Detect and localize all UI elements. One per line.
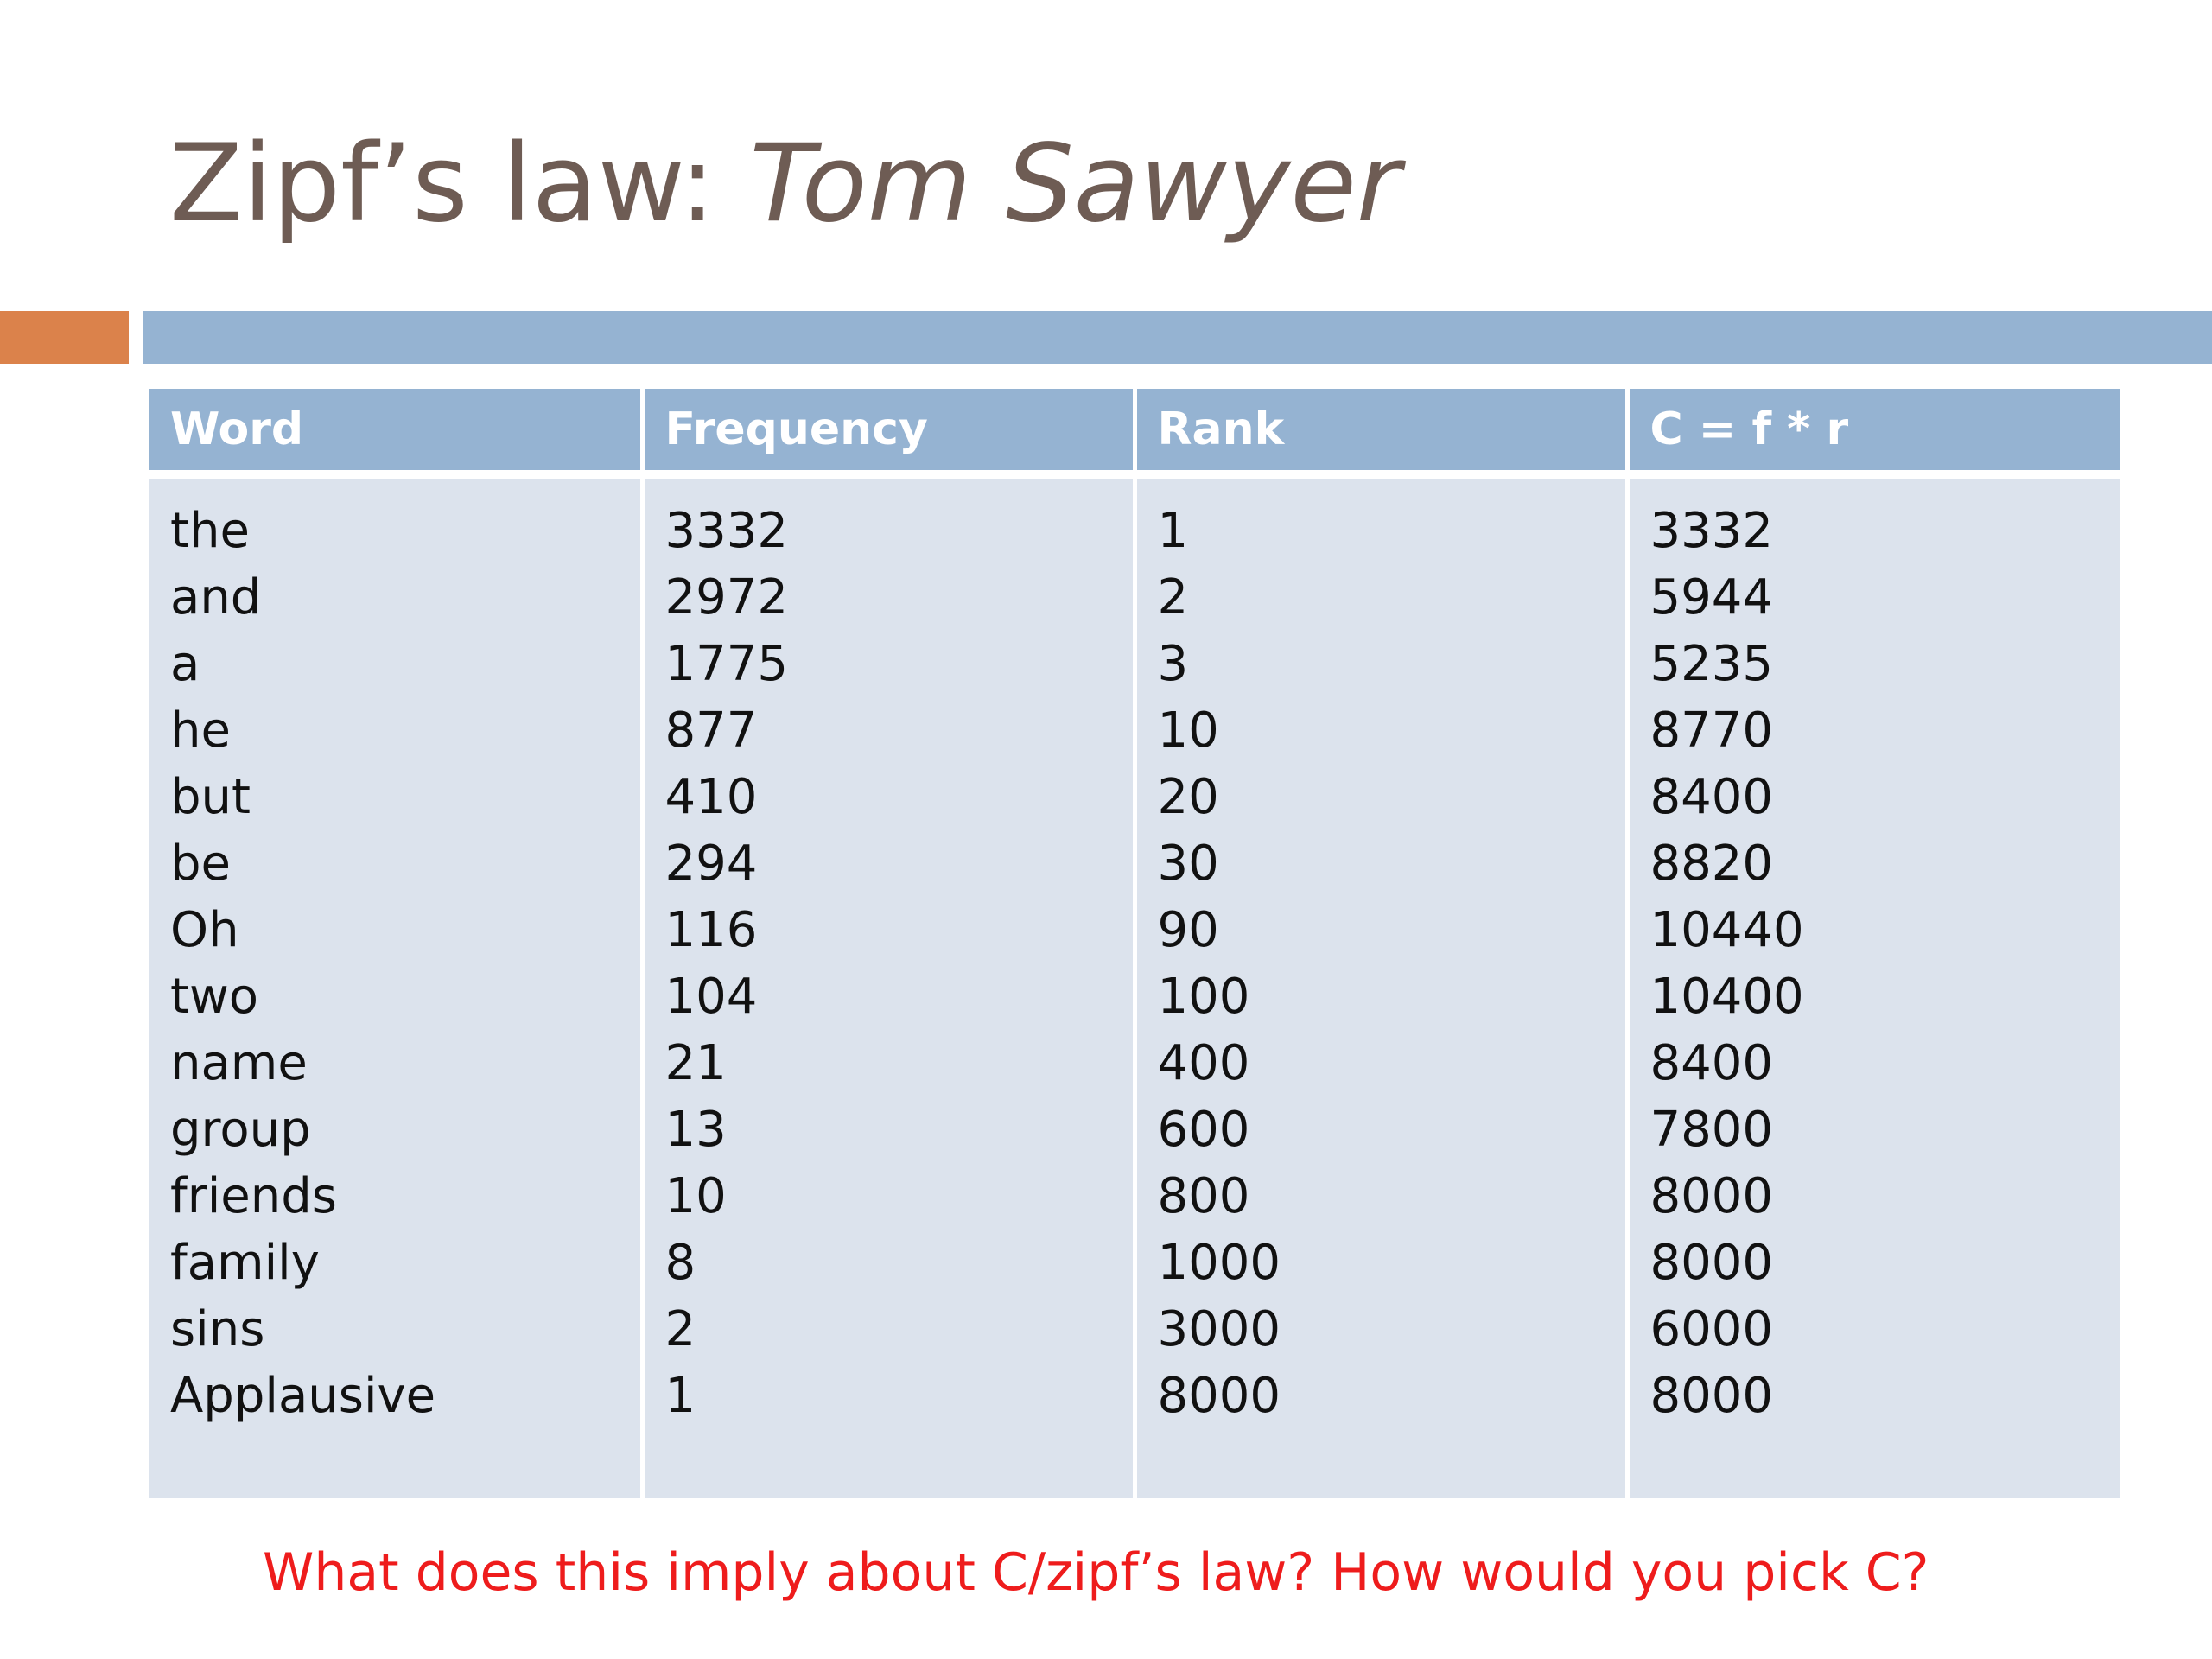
word-cell: Oh: [170, 902, 239, 958]
slide-title-text: Zipf’s law:: [169, 122, 750, 246]
word-cell: the: [170, 503, 250, 559]
frequency-cell: 10: [664, 1168, 727, 1224]
column-rank: [1135, 474, 1627, 1498]
c-cell: 6000: [1649, 1301, 1774, 1357]
rank-cell: 30: [1157, 836, 1219, 892]
word-cell: sins: [170, 1301, 265, 1357]
frequency-cell: 8: [664, 1235, 696, 1291]
word-cell: and: [170, 569, 262, 626]
c-cell: 10400: [1649, 969, 1804, 1025]
word-cell: but: [170, 769, 251, 825]
rank-cell: 90: [1157, 902, 1219, 958]
frequency-cell: 410: [664, 769, 758, 825]
zipf-table: [149, 389, 2120, 1498]
table-body: [149, 474, 2120, 1498]
word-cell: a: [170, 636, 200, 692]
word-cell: Applausive: [170, 1368, 436, 1424]
frequency-cell: 1775: [664, 636, 789, 692]
header-word: Word: [149, 389, 642, 474]
rank-cell: 600: [1157, 1102, 1250, 1158]
header-c: C = f * r: [1627, 389, 2120, 474]
frequency-cell: 2972: [664, 569, 789, 626]
c-cell: 5944: [1649, 569, 1774, 626]
rank-cell: 1000: [1157, 1235, 1281, 1291]
column-word: [149, 474, 642, 1498]
column-c: [1627, 474, 2120, 1498]
rank-cell: 800: [1157, 1168, 1250, 1224]
column-frequency: [642, 474, 1135, 1498]
frequency-cell: 116: [664, 902, 758, 958]
header-frequency: Frequency: [642, 389, 1135, 474]
rank-cell: 20: [1157, 769, 1219, 825]
rank-list: [1158, 479, 1625, 1498]
slide-title: [169, 111, 1401, 257]
word-cell: he: [170, 702, 231, 759]
rank-cell: 10: [1157, 702, 1219, 759]
word-cell: two: [170, 969, 259, 1025]
word-cell: be: [170, 836, 231, 892]
rank-cell: 8000: [1157, 1368, 1281, 1424]
c-cell: 8000: [1649, 1235, 1774, 1291]
frequency-cell: 2: [664, 1301, 696, 1357]
c-cell: 3332: [1649, 503, 1774, 559]
rank-cell: 400: [1157, 1035, 1250, 1091]
rank-cell: 3000: [1157, 1301, 1281, 1357]
word-cell: family: [170, 1235, 320, 1291]
c-cell: 8400: [1649, 769, 1774, 825]
slide-title-italic: Tom Sawyer: [749, 122, 1401, 246]
word-list: [170, 479, 640, 1498]
c-cell: 8770: [1649, 702, 1774, 759]
c-cell: 7800: [1649, 1102, 1774, 1158]
frequency-cell: 1: [664, 1368, 696, 1424]
frequency-cell: 877: [664, 702, 758, 759]
c-cell: 10440: [1649, 902, 1804, 958]
header-rank: Rank: [1135, 389, 1627, 474]
accent-bar-orange: [0, 311, 129, 364]
rank-cell: 100: [1157, 969, 1250, 1025]
frequency-cell: 3332: [664, 503, 789, 559]
c-cell: 8000: [1649, 1368, 1774, 1424]
rank-cell: 3: [1157, 636, 1189, 692]
frequency-list: [665, 479, 1133, 1498]
word-cell: friends: [170, 1168, 337, 1224]
table-header: [149, 389, 2120, 474]
c-list: [1650, 479, 2120, 1498]
frequency-cell: 104: [664, 969, 758, 1025]
word-cell: name: [170, 1035, 308, 1091]
rank-cell: 1: [1157, 503, 1189, 559]
c-cell: 8820: [1649, 836, 1774, 892]
frequency-cell: 13: [664, 1102, 727, 1158]
c-cell: 5235: [1649, 636, 1774, 692]
c-cell: 8000: [1649, 1168, 1774, 1224]
c-cell: 8400: [1649, 1035, 1774, 1091]
zipf-table-container: [149, 389, 2120, 1498]
rank-cell: 2: [1157, 569, 1189, 626]
body-row: [149, 474, 2120, 1498]
word-cell: group: [170, 1102, 311, 1158]
accent-bar-blue: [143, 311, 2212, 364]
header-row: [149, 389, 2120, 474]
question-text: What does this imply about C/zipf’s law? How would you pick C?: [263, 1542, 1929, 1603]
frequency-cell: 294: [664, 836, 758, 892]
frequency-cell: 21: [664, 1035, 727, 1091]
